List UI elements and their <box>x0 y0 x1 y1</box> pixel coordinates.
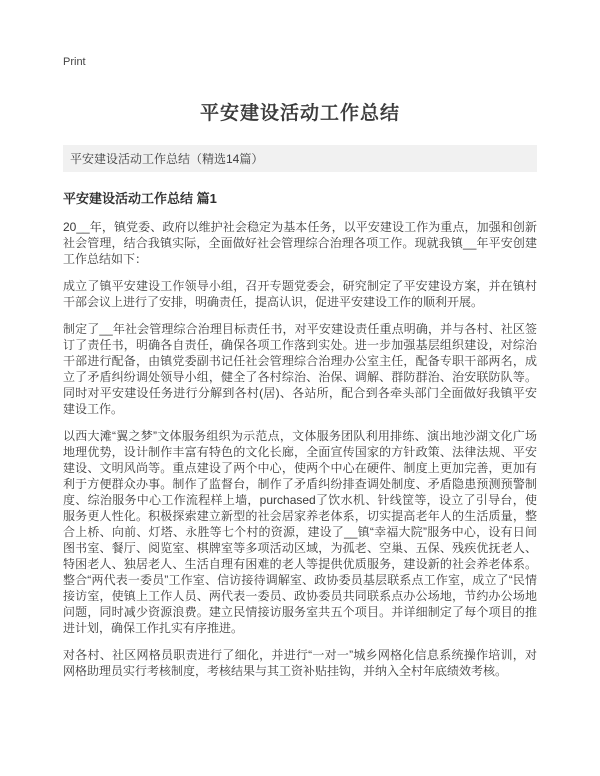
body-paragraph: 20__年，镇党委、政府以维护社会稳定为基本任务，以平安建设工作为重点，加强和创新社会管理，结合我镇实际，全面做好社会管理综合治理各项工作。现就我镇__年平安创建工作总结如下： <box>63 220 537 266</box>
body-paragraph: 成立了镇平安建设工作领导小组，召开专题党委会，研究制定了平安建设方案，并在镇村干部会议上进行了安排，明确责任，提高认识，促进平安建设工作的顺利开展。 <box>63 279 537 309</box>
subtitle-bar: 平安建设活动工作总结（精选14篇） <box>63 145 537 172</box>
body-paragraph: 对各村、社区网格员职责进行了细化，并进行“一对一”城乡网格化信息系统操作培训，对网格助理员实行考核制度，考核结果与其工资补贴挂钩，并纳入全村年底绩效考核。 <box>63 648 537 678</box>
section-heading: 平安建设活动工作总结 篇1 <box>63 191 217 206</box>
body-paragraph: 制定了__年社会管理综合治理目标责任书，对平安建设责任重点明确，并与各村、社区签订了责任书，明确各自责任，确保各项工作落到实处。进一步加强基层组织建设，对综治干部进行配备，由镇党委副书记任社会管理综合治理办公室主任，配备专职干部两名，成立了矛盾纠纷调处领导小组，健全了各村综治、治保、调解、群防群治、治安联防队等。同时对平安建设任务进行分解到各村(居)、各站所，配合到各牵头部门全面做好我镇平安建设工作。 <box>63 322 537 416</box>
page-title: 平安建设活动工作总结 <box>199 103 400 124</box>
body-paragraph: 以西大滩“翼之梦”文体服务组织为示范点，文体服务团队利用排练、演出地沙湖文化广场地理优势，设计制作丰富有特色的文化长廊，全面宣传国家的方针政策、法律法规、平安建设、文明风尚等。重点建设了两个中心，使两个中心在硬件、制度上更加完善，更加有利于方便群众办事。制作了监督台，制作了矛盾纠纷排查调处制度、矛盾隐患预测预警制度、综治服务中心工作流程样上墙，purchased了饮水机、针线筐等，设立了引导台，使服务更人性化。积极探索建立新型的社会居家养老体系，切实提高老年人的生活质量，整合上桥、向前、灯塔、永胜等七个村的资源，建设了__镇“幸福大院”服务中心，设有日间图书室、餐厅、阅览室、棋牌室等多项活动区域，为孤老、空巢、五保、残疾优抚老人、特困老人、独居老人、生活自理有困难的老人等提供优质服务，建设新的社会养老体系。整合“两代表一委员”工作室、信访接待调解室、政协委员基层联系点工作室，成立了“民情接访室，使镇上工作人员、两代表一委员、政协委员共同联系点办公场地，节约办公场地问题，同时减少资源浪费。建立民情接访服务室共五个项目。并详细制定了每个项目的推进计划，确保工作扎实有序推进。 <box>63 429 537 635</box>
print-button[interactable]: Print <box>63 56 86 68</box>
